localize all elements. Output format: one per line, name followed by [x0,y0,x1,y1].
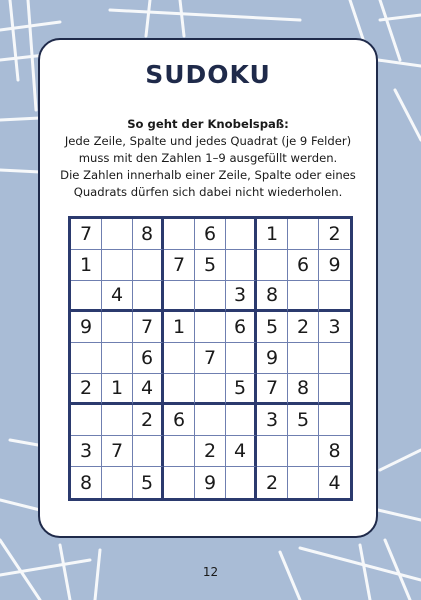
sudoku-cell-empty[interactable] [164,374,195,405]
sudoku-cell-given: 2 [71,374,102,405]
sudoku-cell-given: 8 [257,281,288,312]
puzzle-card [38,38,378,538]
sudoku-cell-empty[interactable] [319,281,350,312]
sudoku-cell-given: 2 [133,405,164,436]
sudoku-cell-empty[interactable] [226,343,257,374]
sudoku-cell-given: 8 [133,219,164,250]
sudoku-cell-given: 1 [71,250,102,281]
sudoku-cell-given: 9 [319,250,350,281]
sudoku-cell-given: 8 [288,374,319,405]
sudoku-cell-empty[interactable] [102,343,133,374]
sudoku-cell-given: 3 [257,405,288,436]
sudoku-cell-empty[interactable] [71,281,102,312]
sudoku-cell-empty[interactable] [164,467,195,498]
sudoku-cell-empty[interactable] [288,219,319,250]
sudoku-cell-given: 7 [195,343,226,374]
sudoku-cell-empty[interactable] [102,219,133,250]
sudoku-cell-empty[interactable] [133,436,164,467]
sudoku-cell-given: 5 [133,467,164,498]
sudoku-cell-empty[interactable] [164,281,195,312]
sudoku-cell-empty[interactable] [226,405,257,436]
sudoku-cell-given: 8 [71,467,102,498]
page-title: SUDOKU [145,60,271,89]
sudoku-cell-given: 5 [257,312,288,343]
sudoku-cell-given: 2 [257,467,288,498]
sudoku-cell-empty[interactable] [226,250,257,281]
page-number: 12 [202,565,219,579]
sudoku-cell-given: 4 [328,471,341,494]
sudoku-cell-given: 5 [195,250,226,281]
sudoku-cell-given: 7 [102,436,133,467]
sudoku-cell-empty[interactable] [102,250,133,281]
sudoku-cell-given: 3 [319,312,350,343]
sudoku-cell-empty[interactable] [226,219,257,250]
sudoku-cell-given: 4 [133,374,164,405]
sudoku-cell-given: 1 [257,219,288,250]
sudoku-cell-given: 7 [257,374,288,405]
sudoku-cell-empty[interactable] [195,312,226,343]
sudoku-cell-empty[interactable] [257,250,288,281]
instructions-line: Jede Zeile, Spalte und jedes Quadrat (je 9 Felder) [64,134,352,148]
sudoku-cell-empty[interactable] [195,374,226,405]
sudoku-cell-given: 1 [102,374,133,405]
sudoku-cell-given: 1 [164,312,195,343]
sudoku-cell-empty[interactable] [133,250,164,281]
instructions-line: Quadrats dürfen sich dabei nicht wiederholen. [73,185,343,199]
sudoku-cell-empty[interactable] [102,312,133,343]
sudoku-cell-given: 6 [195,219,226,250]
sudoku-cell-given: 4 [226,436,257,467]
sudoku-cell-given: 6 [133,343,164,374]
sudoku-cell-given: 6 [164,405,195,436]
sudoku-cell-empty[interactable] [319,405,350,436]
sudoku-cell-empty[interactable] [164,436,195,467]
sudoku-cell-empty[interactable] [226,467,257,498]
sudoku-cell-empty[interactable] [195,281,226,312]
sudoku-cell-empty[interactable] [71,405,102,436]
instructions [50,116,366,201]
sudoku-cell-given: 2 [319,219,350,250]
instructions-line: Die Zahlen innerhalb einer Zeile, Spalte oder eines [60,168,356,182]
sudoku-cell-empty[interactable] [319,343,350,374]
instructions-line: muss mit den Zahlen 1–9 ausgefüllt werden. [78,151,338,165]
sudoku-cell-given: 7 [164,250,195,281]
instructions-heading: So geht der Knobelspaß: [127,117,289,131]
sudoku-cell-empty[interactable] [102,467,133,498]
sudoku-grid [68,216,353,501]
sudoku-cell-given: 5 [288,405,319,436]
sudoku-cell-given: 6 [288,250,319,281]
sudoku-cell-empty[interactable] [164,343,195,374]
sudoku-cell-given: 7 [71,219,102,250]
sudoku-cell-empty[interactable] [195,405,226,436]
sudoku-cell-given: 3 [71,436,102,467]
sudoku-cell-empty[interactable] [319,374,350,405]
sudoku-cell-empty[interactable] [133,281,164,312]
sudoku-cell-given: 6 [226,312,257,343]
sudoku-cell-given: 2 [288,312,319,343]
sudoku-cell-empty[interactable] [164,219,195,250]
sudoku-cell-given: 9 [195,467,226,498]
sudoku-cell-given: 9 [257,343,288,374]
sudoku-cell-given: 5 [226,374,257,405]
sudoku-cell-empty[interactable] [288,467,319,498]
sudoku-cell-empty[interactable] [102,405,133,436]
sudoku-cell-empty[interactable] [288,436,319,467]
sudoku-cell-empty[interactable] [257,436,288,467]
sudoku-cell-given: 3 [226,281,257,312]
sudoku-cell-empty[interactable] [288,281,319,312]
sudoku-cell-empty[interactable] [288,343,319,374]
sudoku-cell-given: 2 [195,436,226,467]
sudoku-cell-given: 4 [102,281,133,312]
sudoku-cell-given: 7 [133,312,164,343]
sudoku-cell-given: 8 [319,436,350,467]
sudoku-cell-given: 9 [71,312,102,343]
sudoku-cell-empty[interactable] [71,343,102,374]
